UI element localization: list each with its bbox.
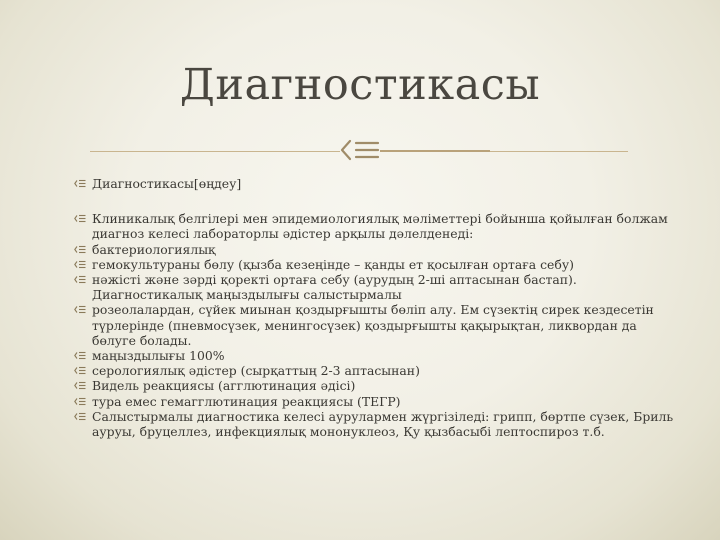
- bullet-lines-icon: [74, 179, 86, 188]
- list-item: [74, 211, 674, 241]
- bullet-lines-icon: [74, 245, 86, 254]
- bullet-lines-icon: [338, 135, 384, 165]
- list-item: [74, 378, 674, 393]
- list-item-text: Диагностикасы[өңдеу]: [92, 176, 242, 191]
- list-item-text: маңыздылығы 100%: [92, 348, 225, 364]
- list-item: [74, 348, 674, 363]
- list-item-text: Клиникалық белгілері мен эпидемиологиялық мәліметтері бойынша қойылған болжам диагноз келесі лабораторлы әдістер арқылы дәлелденеді:: [92, 211, 668, 242]
- list-item: [74, 176, 674, 191]
- list-item: [74, 363, 674, 378]
- list-item: [74, 242, 674, 257]
- list-item-text: тура емес гемагглютинация реакциясы (ТЕГР): [92, 393, 401, 409]
- list-item-text: гемокультураны бөлу (қызба кезеңінде – қанды ет қосылған ортаға себу): [92, 256, 574, 272]
- list-item-text: розеолалардан, сүйек миынан қоздырғышты бөліп алу. Ем сүзектің сирек кездесетін түрлерінде (пневмосүзек, менингосүзек) қоздырғышты қақырықтан, ликвордан да бөлуге болады.: [92, 302, 654, 348]
- bullet-lines-icon: [74, 351, 86, 360]
- bullet-lines-icon: [74, 305, 86, 314]
- bullet-lines-icon: [74, 275, 86, 284]
- list-item-text: Видель реакциясы (агглютинация әдісі): [92, 378, 356, 394]
- slide-title: Диагностикасы: [179, 60, 541, 110]
- list-item: [74, 409, 674, 439]
- bullet-lines-icon: [74, 366, 86, 375]
- bullet-list: [74, 176, 674, 439]
- bullet-lines-icon: [74, 397, 86, 406]
- bullet-lines-icon: [74, 381, 86, 390]
- title-rule-accent: [380, 150, 490, 152]
- list-item: [74, 272, 674, 302]
- list-item: [74, 302, 674, 348]
- bullet-lines-icon: [74, 412, 86, 421]
- list-item: [74, 394, 674, 409]
- list-item-text: нәжісті және зәрді қоректі ортаға себу (аурудың 2-ші аптасынан бастап). Диагностикалық маңыздылығы салыстырмалы: [92, 272, 577, 303]
- list-item-text: серологиялық әдістер (сырқаттың 2-3 аптасынан): [92, 363, 420, 379]
- title-rule-left: [90, 151, 340, 152]
- list-item-text: бактериологиялық: [92, 241, 216, 257]
- bullet-lines-icon: [74, 214, 86, 223]
- list-item-text: Салыстырмалы диагностика келесі аурулармен жүргізіледі: грипп, бөртпе сүзек, Бриль ауруы, бруцеллез, инфекциялық мононуклеоз, Қу қызбасыбі лептоспироз т.б.: [92, 408, 674, 440]
- bullet-lines-icon: [74, 260, 86, 269]
- list-item: [74, 257, 674, 272]
